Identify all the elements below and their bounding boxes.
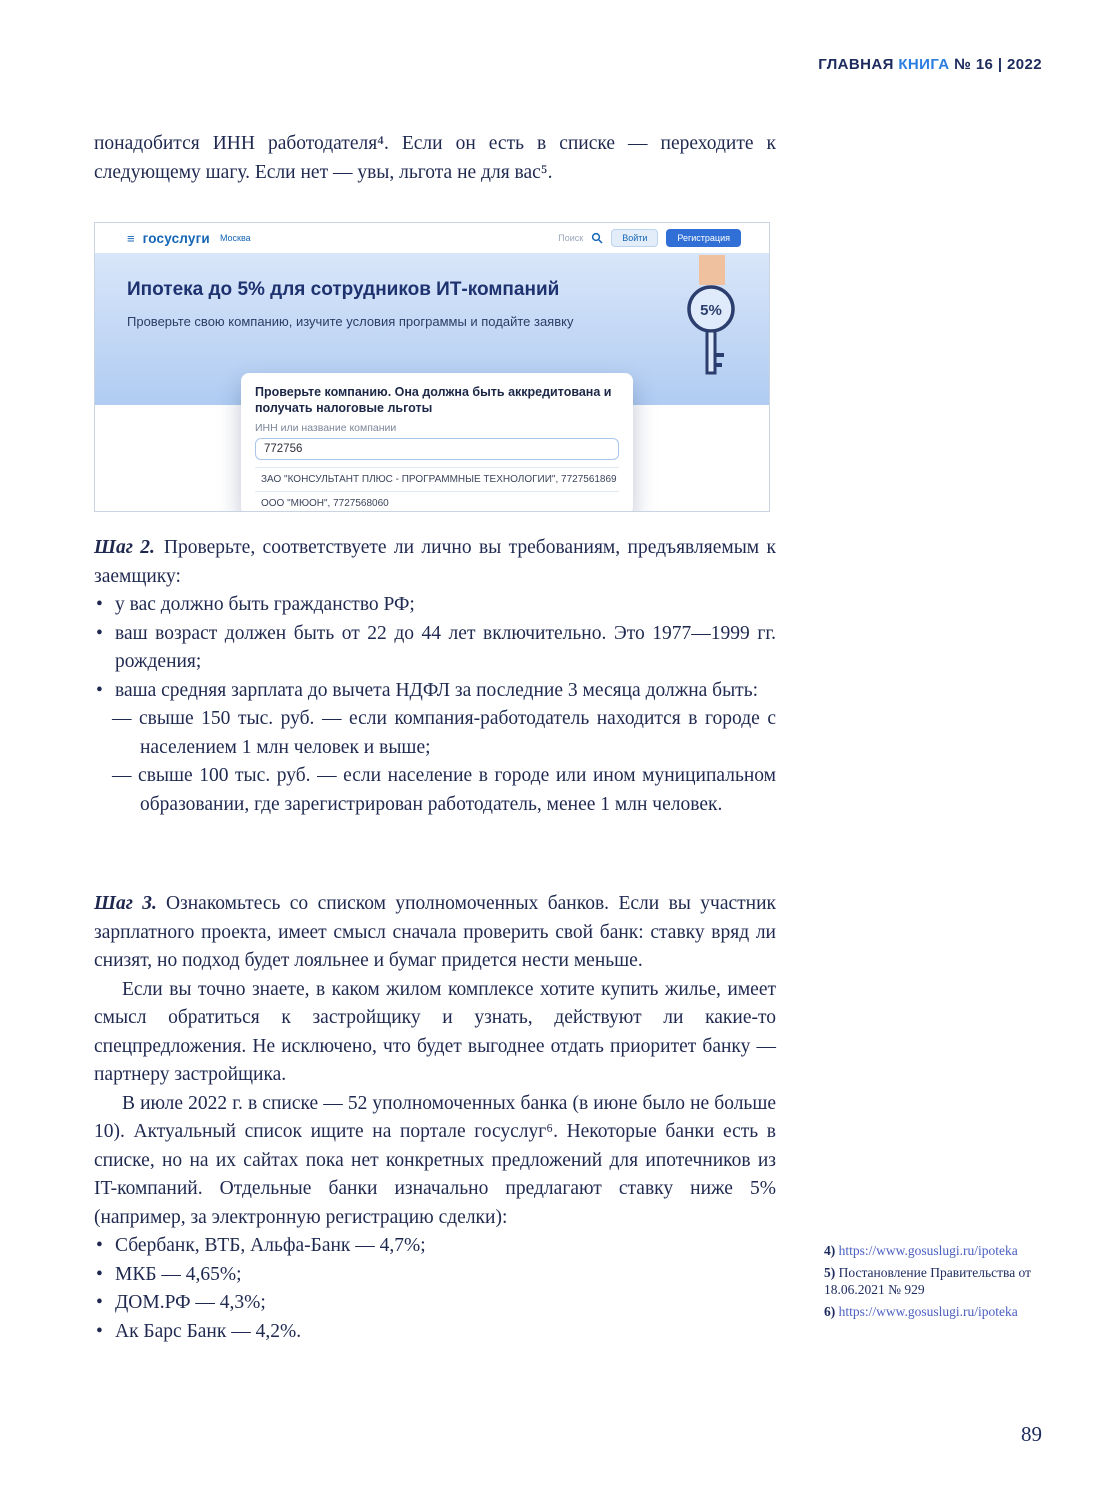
step-3-section xyxy=(94,890,776,1346)
step-3-paragraph: В июле 2022 г. в списке — 52 уполномоченных банка (в июне было не больше 10). Актуальный список ищите на портале госуслуг⁶. Некоторые банки есть в списке, но на их сайтах пока нет конкретных предложений для ипотечников из IT-компаний. Отдельные банки изначально предлагают ставку ниже 5% (например, за электронную регистрацию сделки): xyxy=(94,1092,776,1228)
company-check-card xyxy=(241,373,633,512)
gosuslugi-logo[interactable]: госуслуги xyxy=(142,230,210,246)
banner-title: Ипотека до 5% для сотрудников ИТ-компаний xyxy=(127,279,560,300)
inn-input[interactable] xyxy=(255,438,619,460)
step-2-label: Шаг 2. xyxy=(94,537,155,558)
footnote-number: 4) xyxy=(824,1243,836,1258)
suggestion-item[interactable]: ООО "МЮОН", 7727568060 xyxy=(255,491,619,512)
footnote-link[interactable]: https://www.gosuslugi.ru/ipoteka xyxy=(838,1243,1018,1258)
list-item: • ДОМ.РФ — 4,3%; xyxy=(94,1289,776,1318)
menu-icon[interactable]: ≡ xyxy=(127,230,135,246)
footnote-5 xyxy=(824,1264,1032,1298)
suggestions-dropdown xyxy=(255,467,619,512)
sub-list-item: — свыше 100 тыс. руб. — если население в городе или ином муниципальном образовании, где зарегистрирован работодатель, менее 1 млн человек. xyxy=(112,765,776,815)
footnote-number: 6) xyxy=(824,1304,836,1319)
card-title: Проверьте компанию. Она должна быть аккредитована и получать налоговые льготы xyxy=(255,385,612,415)
step-3-intro: Ознакомьтесь со списком уполномоченных банков. Если вы участник зарплатного проекта, имеет смысл сначала проверить свой банк: ставку вряд ли снизят, но подход будет лояльнее и бумаг придется нести меньше. xyxy=(94,893,777,971)
footnotes-sidebar xyxy=(824,1242,1032,1325)
magazine-masthead xyxy=(818,56,1042,73)
sub-list-item: — свыше 150 тыс. руб. — если компания-работодатель находится в городе с населением 1 млн человек и выше; xyxy=(112,708,776,758)
footnote-text: Постановление Правительства от 18.06.2021 № 929 xyxy=(824,1265,1032,1297)
intro-paragraph: понадобится ИНН работодателя⁴. Если он есть в списке — переходите к следующему шагу. Если нет — увы, льгота не для вас⁵. xyxy=(94,133,776,183)
banner-subtitle: Проверьте свою компанию, изучите условия программы и подайте заявку xyxy=(127,314,574,329)
list-item: • ваш возраст должен быть от 22 до 44 лет включительно. Это 1977—1999 гг. рождения; xyxy=(94,620,776,677)
list-item: • МКБ — 4,65%; xyxy=(94,1261,776,1290)
key-strap xyxy=(699,255,725,285)
step-2-heading xyxy=(94,534,776,591)
inn-input-value: 772756 xyxy=(264,443,303,455)
register-button[interactable]: Регистрация xyxy=(666,229,741,247)
key-5-percent-illustration xyxy=(681,255,743,383)
footnote-4 xyxy=(824,1242,1032,1259)
search-placeholder: Поиск xyxy=(558,233,584,243)
login-button[interactable]: Войти xyxy=(611,229,658,247)
step-3-paragraph: Если вы точно знаете, в каком жилом комплексе хотите купить жилье, имеет смысл обратиться к застройщику и узнать, действуют ли какие-то спецпредложения. Не исключено, что будет выгоднее отдать приоритет банку — партнеру застройщика. xyxy=(94,978,776,1085)
list-item: • Сбербанк, ВТБ, Альфа-Банк — 4,7%; xyxy=(94,1232,776,1261)
page-number: 89 xyxy=(1021,1422,1042,1446)
gosuslugi-screenshot xyxy=(94,222,770,512)
step-2-intro: Проверьте, соответствуете ли лично вы требованиям, предъявляемым к заемщику: xyxy=(94,537,776,587)
brand-kniga: КНИГА xyxy=(898,56,950,73)
step-2-section xyxy=(94,534,776,819)
list-item: • Ак Барс Банк — 4,2%. xyxy=(94,1318,776,1347)
inn-input-label: ИНН или название компании xyxy=(255,422,397,434)
banks-rates-list xyxy=(94,1232,776,1346)
brand-glavnaya: ГЛАВНАЯ xyxy=(818,56,894,73)
footnote-link[interactable]: https://www.gosuslugi.ru/ipoteka xyxy=(838,1304,1018,1319)
suggestion-item[interactable]: ЗАО "КОНСУЛЬТАНТ ПЛЮС - ПРОГРАММНЫЕ ТЕХНОЛОГИИ", 7727561869 xyxy=(255,467,619,491)
key-badge-label: 5% xyxy=(700,302,722,319)
issue-number: № 16 | 2022 xyxy=(954,56,1042,73)
step-3-label: Шаг 3. xyxy=(94,893,157,914)
step-3-heading xyxy=(94,890,776,976)
search-icon[interactable] xyxy=(591,232,603,244)
location-label[interactable]: Москва xyxy=(219,233,251,243)
list-item: • ваша средняя зарплата до вычета НДФЛ за последние 3 месяца должна быть: xyxy=(94,677,776,706)
gosuslugi-topbar xyxy=(95,223,769,253)
list-item: • у вас должно быть гражданство РФ; xyxy=(94,591,776,620)
borrower-requirements-list xyxy=(94,591,776,819)
footnote-6 xyxy=(824,1303,1032,1320)
footnote-number: 5) xyxy=(824,1265,836,1280)
